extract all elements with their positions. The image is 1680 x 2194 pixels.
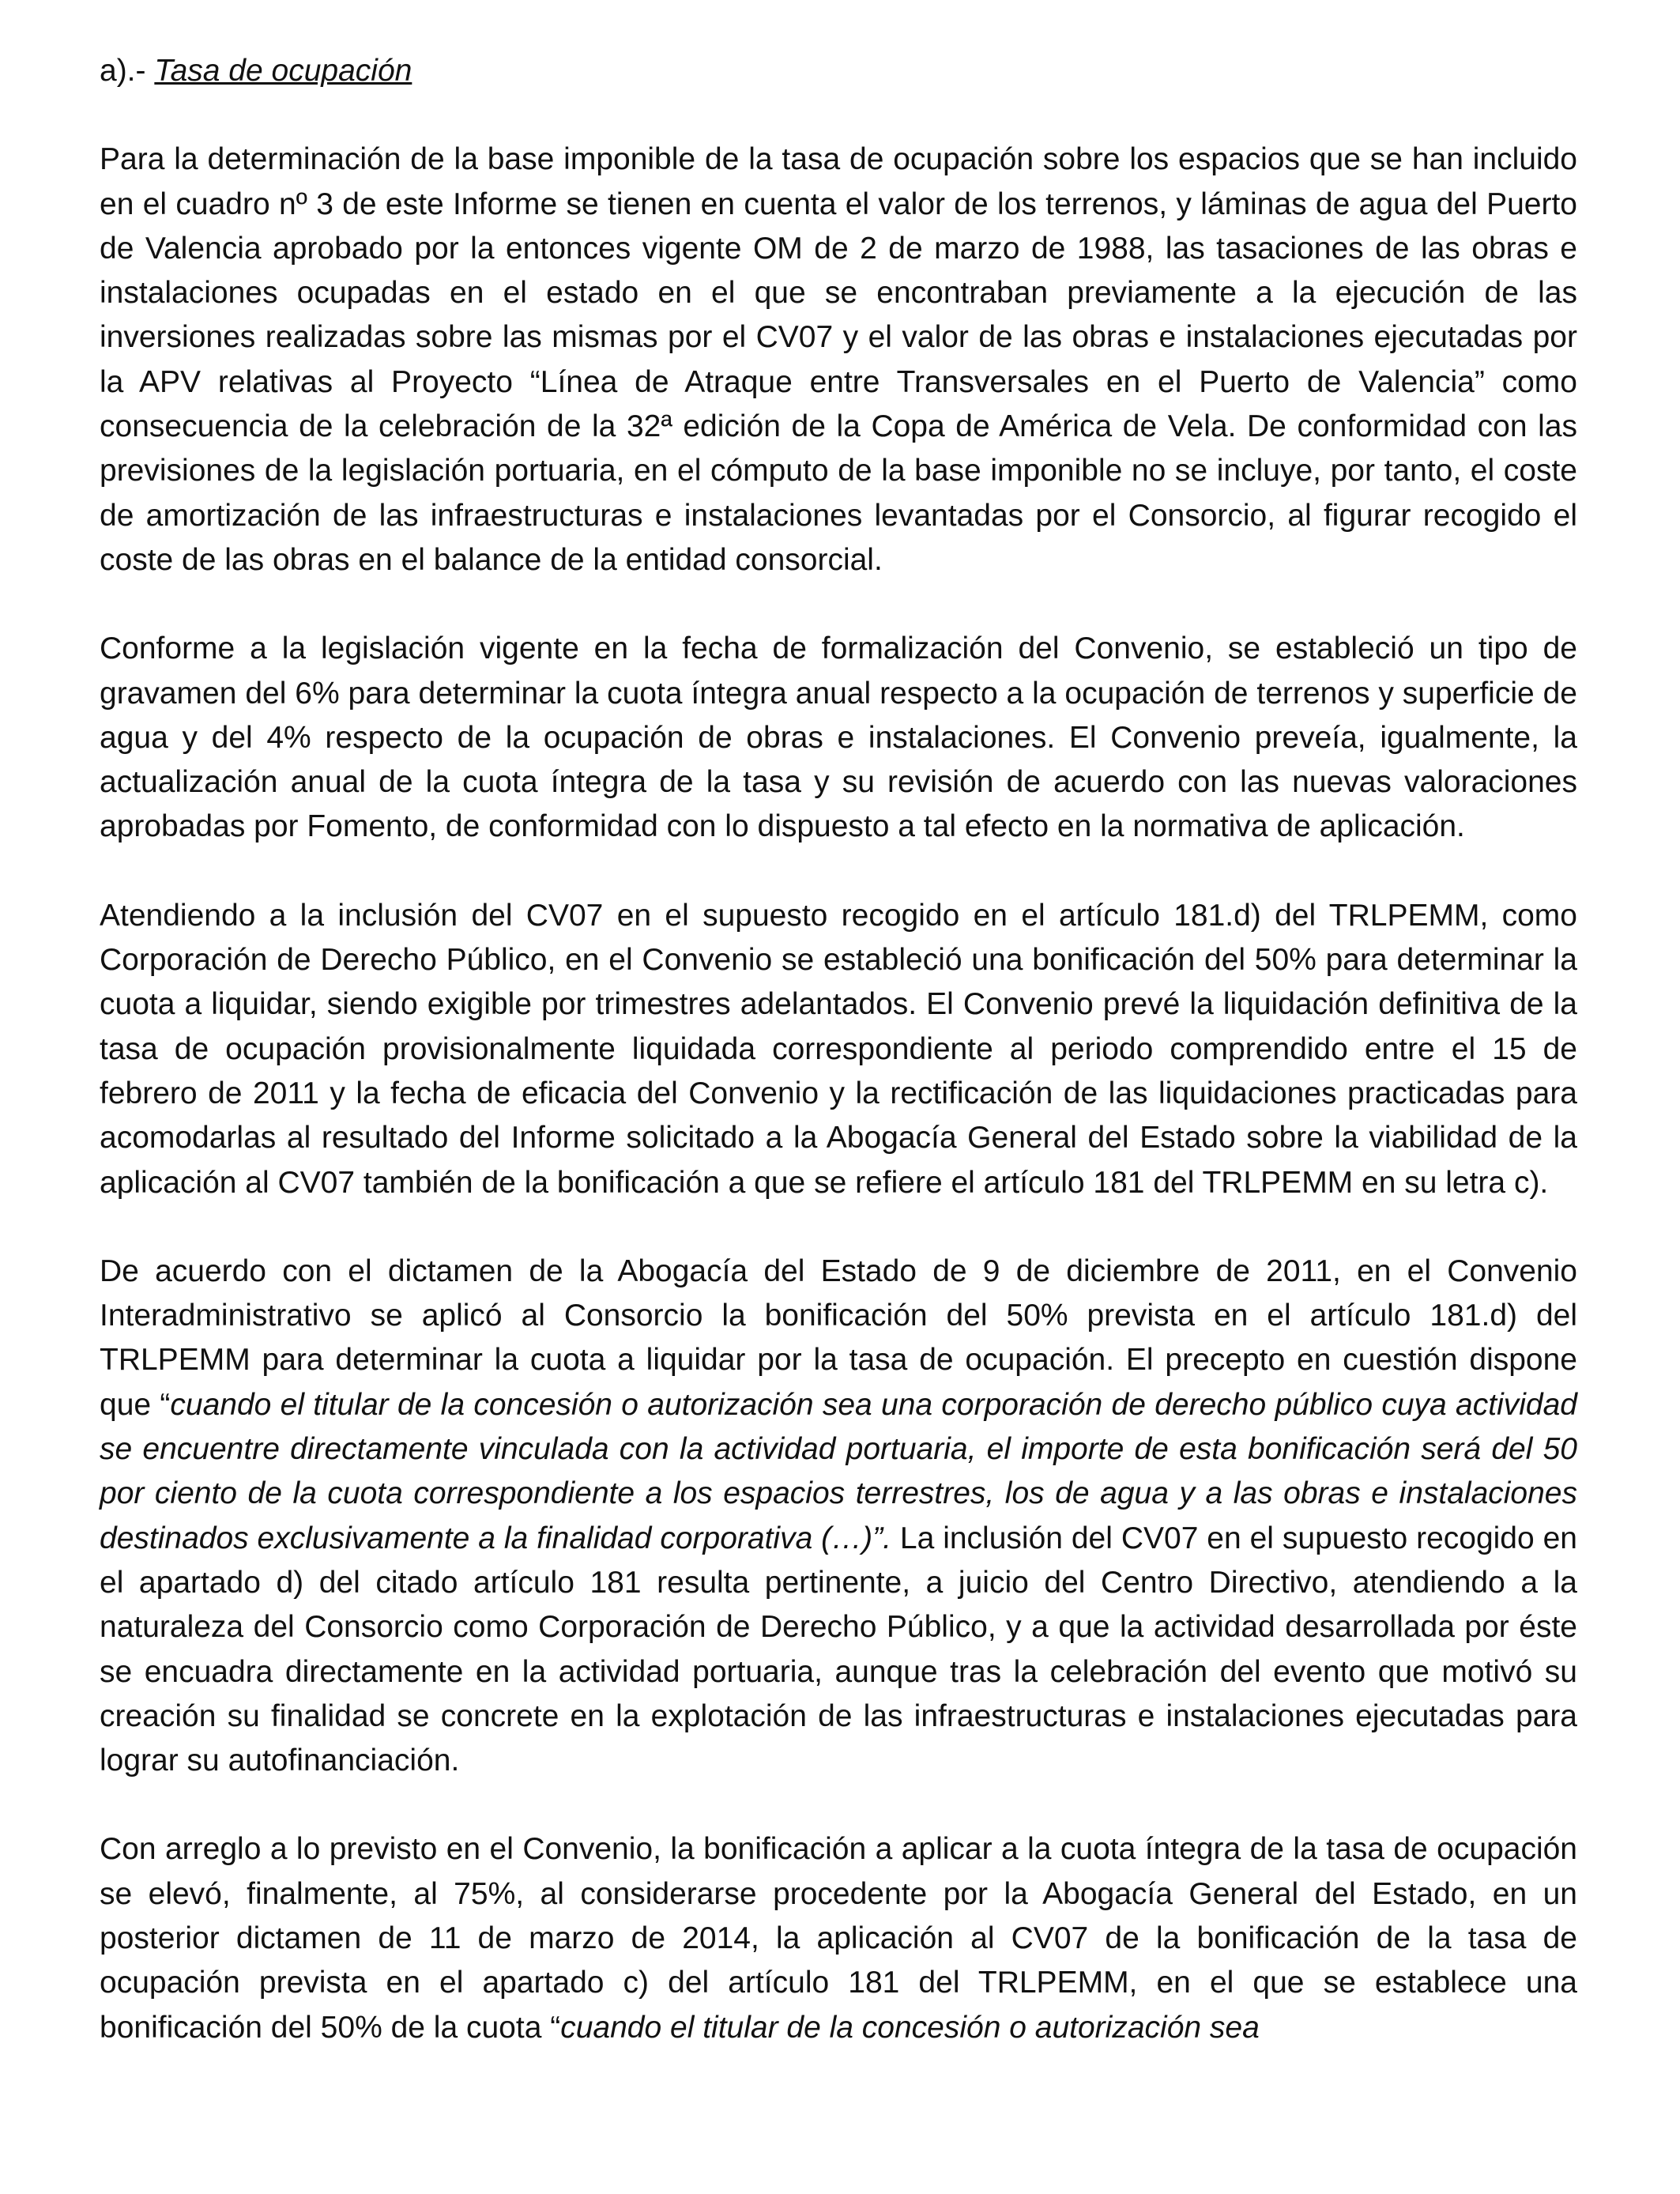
paragraph-quote: cuando el titular de la concesión o autorización sea [560,2010,1260,2045]
paragraph-3 [100,894,1577,1205]
section-heading [100,49,1577,93]
paragraph-1 [100,138,1577,582]
paragraph-text: Atendiendo a la inclusión del CV07 en el supuesto recogido en el artículo 181.d) del TRLPEMM, como Corporación de Derecho Público, en el Convenio se estableció una bonificación del 50% para determinar la cuota a liquidar, siendo exigible por trimestres adelantados. El Convenio prevé la liquidación definitiva de la tasa de ocupación provisionalmente liquidada correspondiente al periodo comprendido entre el 15 de febrero de 2011 y la fecha de eficacia del Convenio y la rectificación de las liquidaciones practicadas para acomodarlas al resultado del Informe solicitado a la Abogacía General del Estado sobre la viabilidad de la aplicación al CV07 también de la bonificación a que se refiere el artículo 181 del TRLPEMM en su letra c). [100,898,1577,1200]
paragraph-text: Con arreglo a lo previsto en el Convenio, la bonificación a aplicar a la cuota íntegra de la tasa de ocupación se elevó, finalmente, al 75%, al considerarse procedente por la Abogacía General del Estado, en un posterior dictamen de 11 de marzo de 2014, la aplicación al CV07 de la bonificación de la tasa de ocupación prevista en el apartado c) del artículo 181 del TRLPEMM, en el que se establece una bonificación del 50% de la cuota “ [100,1832,1577,2045]
paragraph-text: Para la determinación de la base imponible de la tasa de ocupación sobre los espacios que se han incluido en el cuadro nº 3 de este Informe se tienen en cuenta el valor de los terrenos, y láminas de agua del Puerto de Valencia aprobado por la entonces vigente OM de 2 de marzo de 1988, las tasaciones de las obras e instalaciones ocupadas en el estado en el que se encontraban previamente a la ejecución de las inversiones realizadas sobre las mismas por el CV07 y el valor de las obras e instalaciones ejecutadas por la APV relativas al Proyecto “Línea de Atraque entre Transversales en el Puerto de Valencia” como consecuencia de la celebración de la 32ª edición de la Copa de América de Vela. De conformidad con las previsiones de la legislación portuaria, en el cómputo de la base imponible no se incluye, por tanto, el coste de amortización de las infraestructuras e instalaciones levantadas por el Consorcio, al figurar recogido el coste de las obras en el balance de la entidad consorcial. [100,142,1577,577]
paragraph-text: De acuerdo con el dictamen de la Abogacía del Estado de 9 de diciembre de 2011, en el Convenio Interadministrativo se aplicó al Consorcio la bonificación del 50% prevista en el artículo 181.d) del TRLPEMM para determinar la cuota a liquidar por la tasa de ocupación. El precepto en cuestión dispone que “ [100,1253,1577,1422]
section-heading-title: Tasa de ocupación [154,54,412,88]
paragraph-2 [100,627,1577,849]
paragraph-text: La inclusión del CV07 en el supuesto recogido en el apartado d) del citado artículo 181 resulta pertinente, a juicio del Centro Directivo, atendiendo a la naturaleza del Consorcio como Corporación de Derecho Público, y a que la actividad desarrollada por éste se encuadra directamente en la actividad portuaria, aunque tras la celebración del evento que motivó su creación su finalidad se concrete en la explotación de las infraestructuras e instalaciones ejecutadas para lograr su autofinanciación. [100,1521,1577,1778]
section-heading-prefix: a).- [100,54,155,88]
paragraph-text: Conforme a la legislación vigente en la fecha de formalización del Convenio, se estableció un tipo de gravamen del 6% para determinar la cuota íntegra anual respecto a la ocupación de terrenos y superficie de agua y del 4% respecto de la ocupación de obras e instalaciones. El Convenio preveía, igualmente, la actualización anual de la cuota íntegra de la tasa y su revisión de acuerdo con las nuevas valoraciones aprobadas por Fomento, de conformidad con lo dispuesto a tal efecto en la normativa de aplicación. [100,631,1577,844]
paragraph-4 [100,1250,1577,1784]
paragraph-quote: cuando el titular de la concesión o autorización sea una corporación de derecho público cuya actividad se encuentre directamente vinculada con la actividad portuaria, el importe de esta bonificación será del 50 por ciento de la cuota correspondiente a los espacios terrestres, los de agua y a las obras e instalaciones destinados exclusivamente a la finalidad corporativa (…)”. [100,1387,1577,1555]
paragraph-5 [100,1827,1577,2049]
document-page [100,49,1577,2050]
